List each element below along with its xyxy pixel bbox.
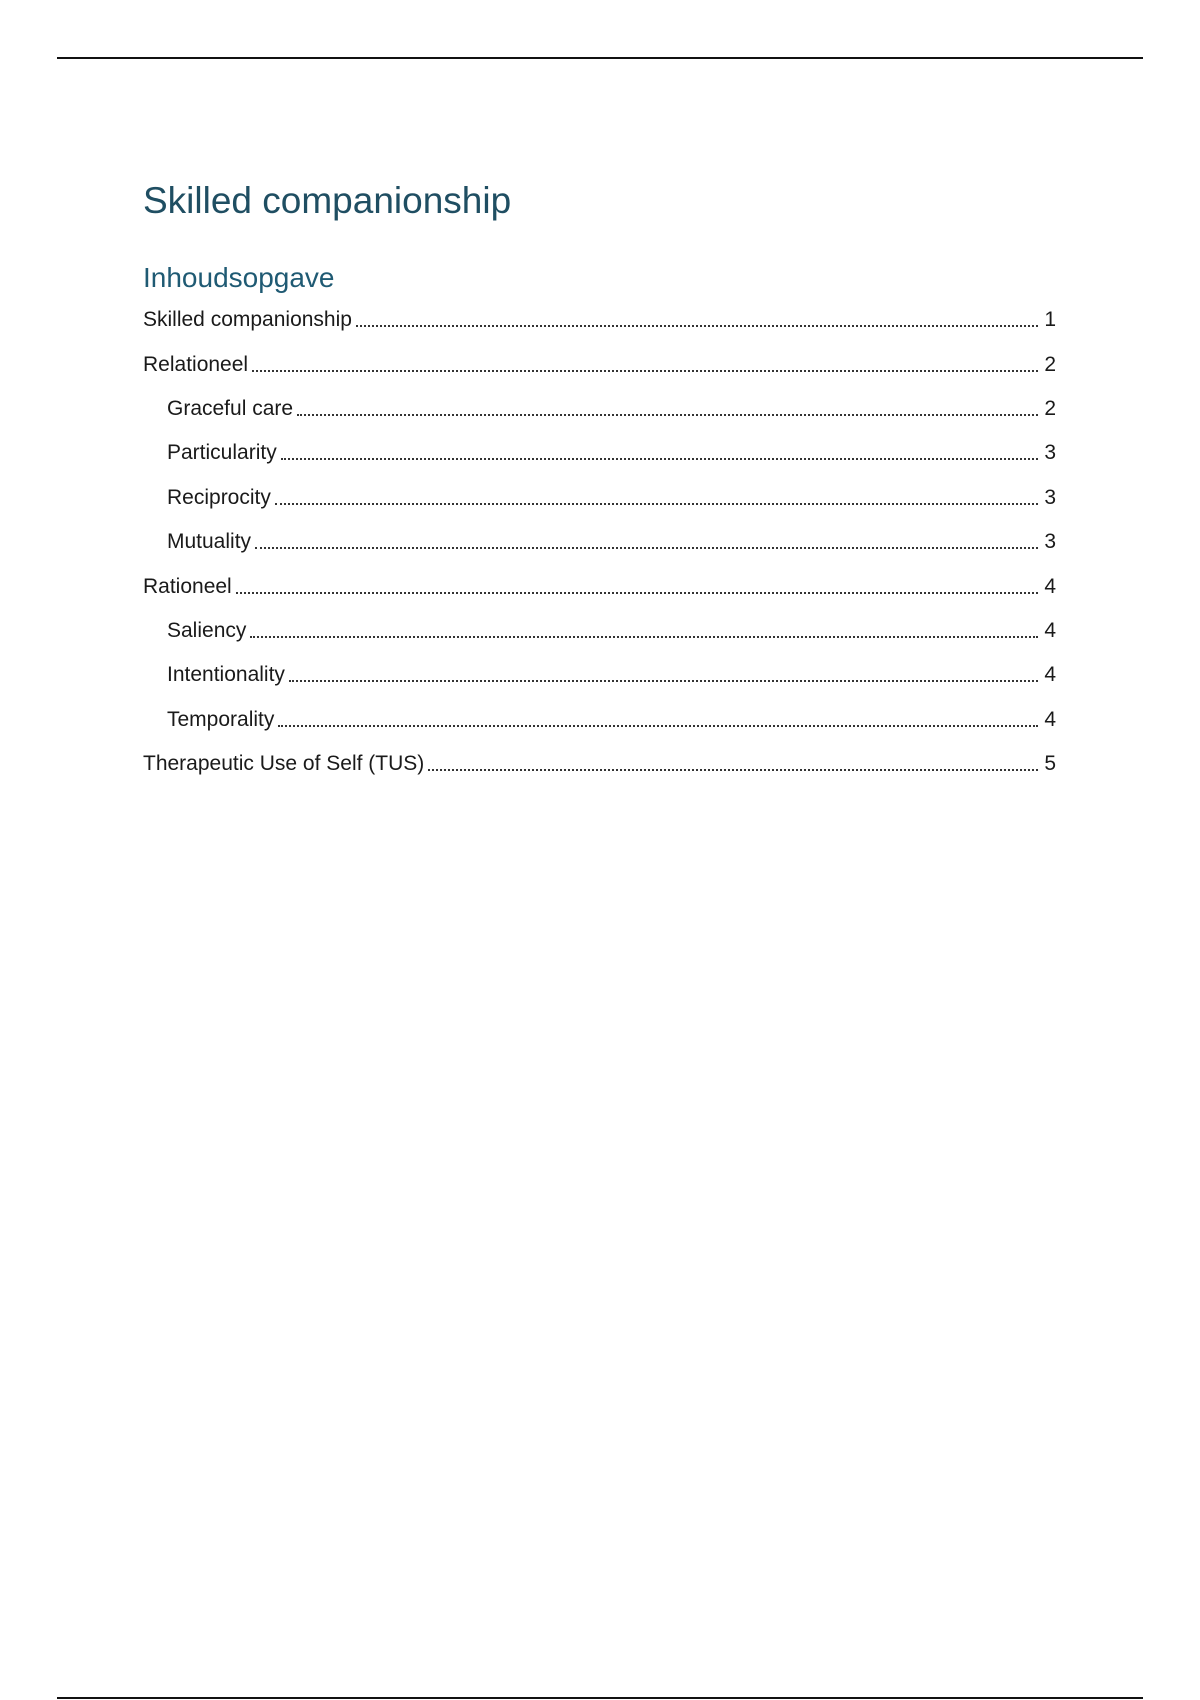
footer-rule [57, 1697, 1143, 1699]
toc-entry-page: 1 [1044, 308, 1056, 332]
toc-entry-label: Intentionality [167, 663, 285, 687]
toc-entry-label: Rationeel [143, 574, 232, 598]
toc-entry[interactable] [143, 609, 1056, 653]
page-title: Skilled companionship [143, 180, 512, 221]
toc-dot-leader [236, 592, 1038, 594]
toc-entry-page: 3 [1044, 530, 1056, 554]
toc-entry[interactable] [143, 520, 1056, 564]
toc-entry-label: Graceful care [167, 396, 294, 420]
toc-entry-label: Therapeutic Use of Self (TUS) [143, 752, 425, 776]
toc-entry-page: 4 [1044, 618, 1056, 642]
toc-entry-label: Reciprocity [167, 485, 271, 509]
toc-entry-page: 3 [1044, 441, 1056, 465]
toc-dot-leader [252, 370, 1038, 372]
toc-entry[interactable] [143, 698, 1056, 742]
toc-entry[interactable] [143, 564, 1056, 608]
toc-entry[interactable] [143, 653, 1056, 697]
toc-dot-leader [255, 547, 1038, 549]
toc-entry-label: Relationeel [143, 352, 249, 376]
toc-entry-label: Saliency [167, 618, 247, 642]
toc-entry-page: 4 [1044, 574, 1056, 598]
toc-entry-page: 3 [1044, 485, 1056, 509]
toc-entry-page: 2 [1044, 352, 1056, 376]
toc-entry[interactable] [143, 476, 1056, 520]
table-of-contents [143, 298, 1056, 786]
toc-entry-label: Mutuality [167, 530, 252, 554]
toc-entry-page: 4 [1044, 663, 1056, 687]
toc-entry[interactable] [143, 431, 1056, 475]
toc-dot-leader [297, 414, 1038, 416]
toc-entry-label: Temporality [167, 707, 275, 731]
toc-entry-label: Skilled companionship [143, 308, 352, 332]
toc-dot-leader [278, 725, 1038, 727]
toc-entry-page: 4 [1044, 707, 1056, 731]
toc-entry-page: 2 [1044, 396, 1056, 420]
toc-dot-leader [281, 458, 1038, 460]
toc-entry[interactable] [143, 387, 1056, 431]
toc-entry[interactable] [143, 298, 1056, 342]
toc-entry-label: Particularity [167, 441, 277, 465]
toc-heading: Inhoudsopgave [143, 262, 335, 293]
toc-entry[interactable] [143, 742, 1056, 786]
toc-entry[interactable] [143, 342, 1056, 386]
toc-entry-page: 5 [1044, 752, 1056, 776]
toc-dot-leader [356, 325, 1038, 327]
toc-dot-leader [250, 636, 1038, 638]
toc-dot-leader [428, 769, 1038, 771]
toc-dot-leader [289, 680, 1038, 682]
header-rule [57, 57, 1143, 59]
toc-dot-leader [275, 503, 1038, 505]
